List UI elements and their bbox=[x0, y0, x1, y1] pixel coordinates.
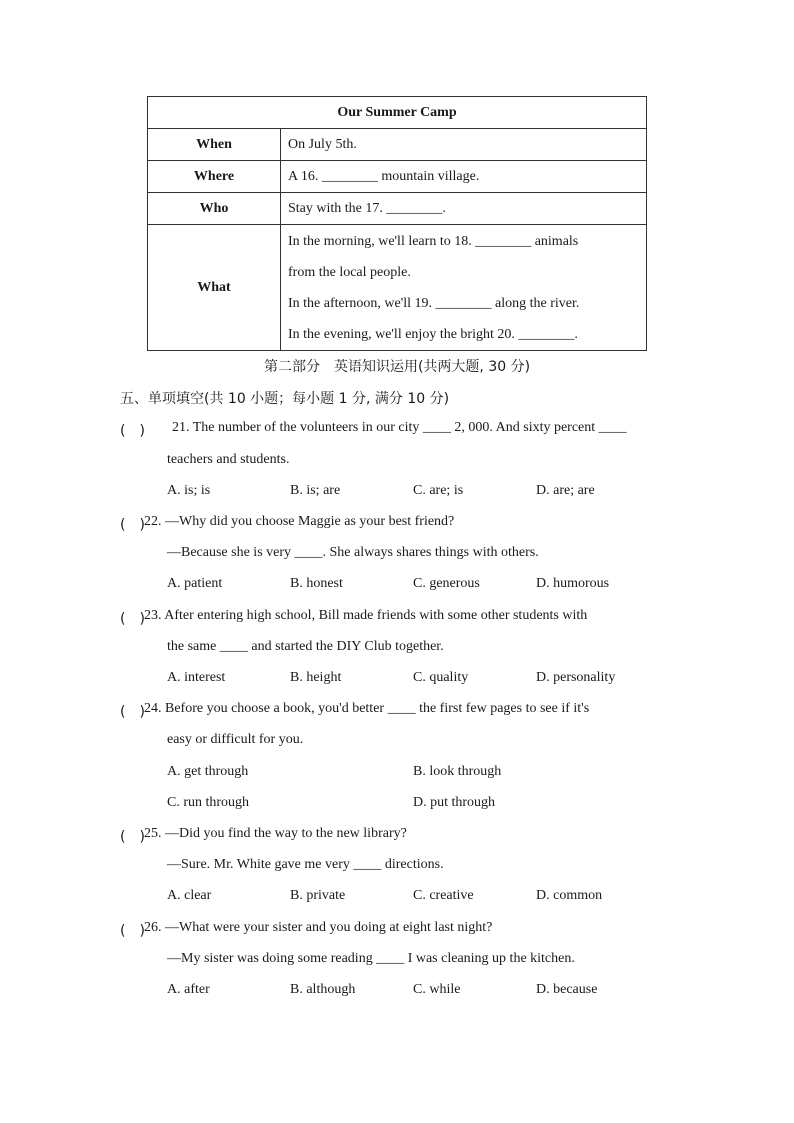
question-stem: 23. After entering high school, Bill made friends with some other students with bbox=[144, 608, 588, 623]
table-title: Our Summer Camp bbox=[148, 97, 647, 129]
option-b[interactable]: B. look through bbox=[413, 764, 502, 779]
option-a[interactable]: A. is; is bbox=[167, 483, 211, 498]
option-b[interactable]: B. honest bbox=[290, 576, 343, 591]
answer-paren[interactable]: ( ) bbox=[120, 829, 145, 845]
row-label-when: When bbox=[148, 129, 281, 161]
option-d[interactable]: D. are; are bbox=[536, 483, 595, 498]
option-d[interactable]: D. because bbox=[536, 982, 598, 997]
option-d[interactable]: D. personality bbox=[536, 670, 616, 685]
row-label-where: Where bbox=[148, 161, 281, 193]
option-c[interactable]: C. are; is bbox=[413, 483, 464, 498]
option-a[interactable]: A. get through bbox=[167, 764, 249, 779]
answer-paren[interactable]: ( ) bbox=[120, 517, 145, 533]
row-value-where: A 16. ________ mountain village. bbox=[281, 161, 647, 193]
option-b[interactable]: B. height bbox=[290, 670, 342, 685]
option-b[interactable]: B. although bbox=[290, 982, 356, 997]
what-line: In the afternoon, we'll 19. ________ along the river. bbox=[288, 295, 580, 311]
question-stem: —My sister was doing some reading ____ I was cleaning up the kitchen. bbox=[167, 951, 575, 966]
part-title: 第二部分 英语知识运用(共两大题, 30 分) bbox=[263, 359, 531, 375]
question-stem: —Sure. Mr. White gave me very ____ directions. bbox=[167, 857, 444, 872]
option-d[interactable]: D. put through bbox=[413, 795, 496, 810]
option-c[interactable]: C. quality bbox=[413, 670, 469, 685]
answer-paren[interactable]: ( ) bbox=[120, 923, 145, 939]
option-a[interactable]: A. clear bbox=[167, 888, 212, 903]
option-d[interactable]: D. common bbox=[536, 888, 603, 903]
answer-paren[interactable]: ( ) bbox=[120, 611, 145, 627]
question-stem: 21. The number of the volunteers in our city ____ 2, 000. And sixty percent ____ bbox=[172, 420, 627, 435]
section-title: 五、单项填空(共 10 小题；每小题 1 分, 满分 10 分) bbox=[120, 391, 450, 407]
answer-paren[interactable]: ( ) bbox=[120, 423, 145, 439]
option-a[interactable]: A. patient bbox=[167, 576, 223, 591]
question-stem: 26. —What were your sister and you doing at eight last night? bbox=[144, 920, 493, 935]
what-line: In the morning, we'll learn to 18. ________ animals bbox=[288, 233, 579, 249]
option-b[interactable]: B. private bbox=[290, 888, 346, 903]
row-value-when: On July 5th. bbox=[281, 129, 647, 161]
what-line: In the evening, we'll enjoy the bright 20. ________. bbox=[288, 326, 578, 342]
question-stem: the same ____ and started the DIY Club together. bbox=[167, 639, 444, 654]
option-d[interactable]: D. humorous bbox=[536, 576, 610, 591]
option-c[interactable]: C. while bbox=[413, 982, 461, 997]
question-stem: 22. —Why did you choose Maggie as your best friend? bbox=[144, 514, 455, 529]
row-label-who: Who bbox=[148, 193, 281, 225]
what-line: from the local people. bbox=[288, 264, 411, 280]
question-stem: —Because she is very ____. She always shares things with others. bbox=[167, 545, 539, 560]
question-stem: 24. Before you choose a book, you'd better ____ the first few pages to see if it's bbox=[144, 701, 590, 716]
option-a[interactable]: A. after bbox=[167, 982, 210, 997]
option-c[interactable]: C. generous bbox=[413, 576, 480, 591]
option-c[interactable]: C. run through bbox=[167, 795, 250, 810]
option-b[interactable]: B. is; are bbox=[290, 483, 341, 498]
summer-camp-table bbox=[147, 96, 647, 351]
option-c[interactable]: C. creative bbox=[413, 888, 474, 903]
answer-paren[interactable]: ( ) bbox=[120, 704, 145, 720]
question-stem: teachers and students. bbox=[167, 452, 290, 467]
row-label-what: What bbox=[148, 225, 281, 351]
option-a[interactable]: A. interest bbox=[167, 670, 226, 685]
question-stem: easy or difficult for you. bbox=[167, 732, 304, 747]
question-stem: 25. —Did you find the way to the new library? bbox=[144, 826, 407, 841]
row-value-who: Stay with the 17. ________. bbox=[281, 193, 647, 225]
row-value-what bbox=[281, 225, 647, 351]
